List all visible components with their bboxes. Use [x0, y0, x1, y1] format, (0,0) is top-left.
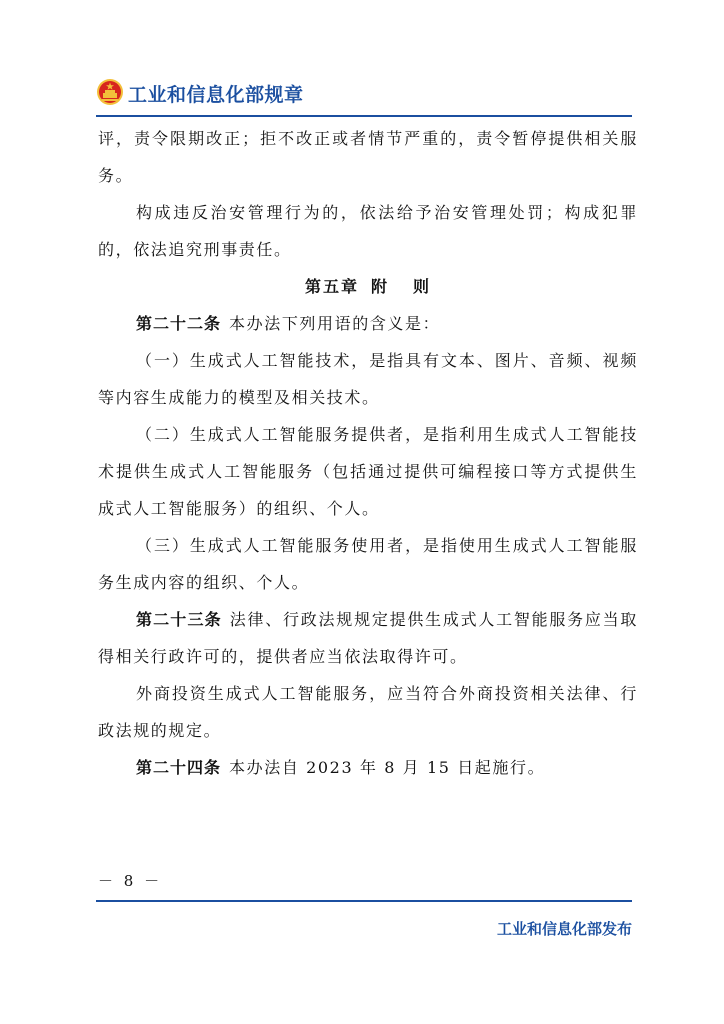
paragraph-criminal-liability: 构成违反治安管理行为的，依法给予治安管理处罚；构成犯罪的，依法追究刑事责任。	[98, 203, 638, 259]
article-22	[98, 305, 638, 342]
page-header	[96, 74, 632, 114]
article-23	[98, 601, 638, 675]
chapter-heading	[98, 268, 638, 305]
article-23-number: 第二十三条	[136, 610, 222, 629]
article-24-number: 第二十四条	[136, 758, 222, 777]
paragraph-continuation: 评，责令限期改正；拒不改正或者情节严重的，责令暂停提供相关服务。	[98, 129, 638, 185]
page-number: － 8 －	[98, 872, 163, 890]
article-22-item-2: （二）生成式人工智能服务提供者，是指利用生成式人工智能技术提供生成式人工智能服务（包括通过提供可编程接口等方式提供生成式人工智能服务）的组织、个人。	[98, 425, 638, 518]
header-divider	[96, 115, 632, 117]
national-emblem-icon	[96, 78, 124, 106]
paragraph-foreign-investment: 外商投资生成式人工智能服务，应当符合外商投资相关法律、行政法规的规定。	[98, 684, 638, 740]
article-22-number: 第二十二条	[136, 314, 222, 333]
document-body	[98, 120, 638, 786]
chapter-title-part2: 则	[413, 277, 432, 296]
footer-divider	[96, 900, 632, 902]
article-24-text: 本办法自 2023 年 8 月 15 日起施行。	[229, 758, 546, 777]
footer-publisher: 工业和信息化部发布	[496, 920, 632, 938]
article-22-item-3: （三）生成式人工智能服务使用者，是指使用生成式人工智能服务生成内容的组织、个人。	[98, 536, 638, 592]
chapter-number: 第五章	[304, 277, 359, 296]
article-23-text: 法律、行政法规规定提供生成式人工智能服务应当取得相关行政许可的，提供者应当依法取得许可。	[98, 610, 638, 666]
article-24	[98, 749, 638, 786]
article-22-text: 本办法下列用语的含义是：	[229, 314, 441, 333]
chapter-title-part1: 附	[370, 277, 389, 296]
header-title: 工业和信息化部规章	[128, 84, 304, 106]
article-22-item-1: （一）生成式人工智能技术，是指具有文本、图片、音频、视频等内容生成能力的模型及相关技术。	[98, 351, 638, 407]
